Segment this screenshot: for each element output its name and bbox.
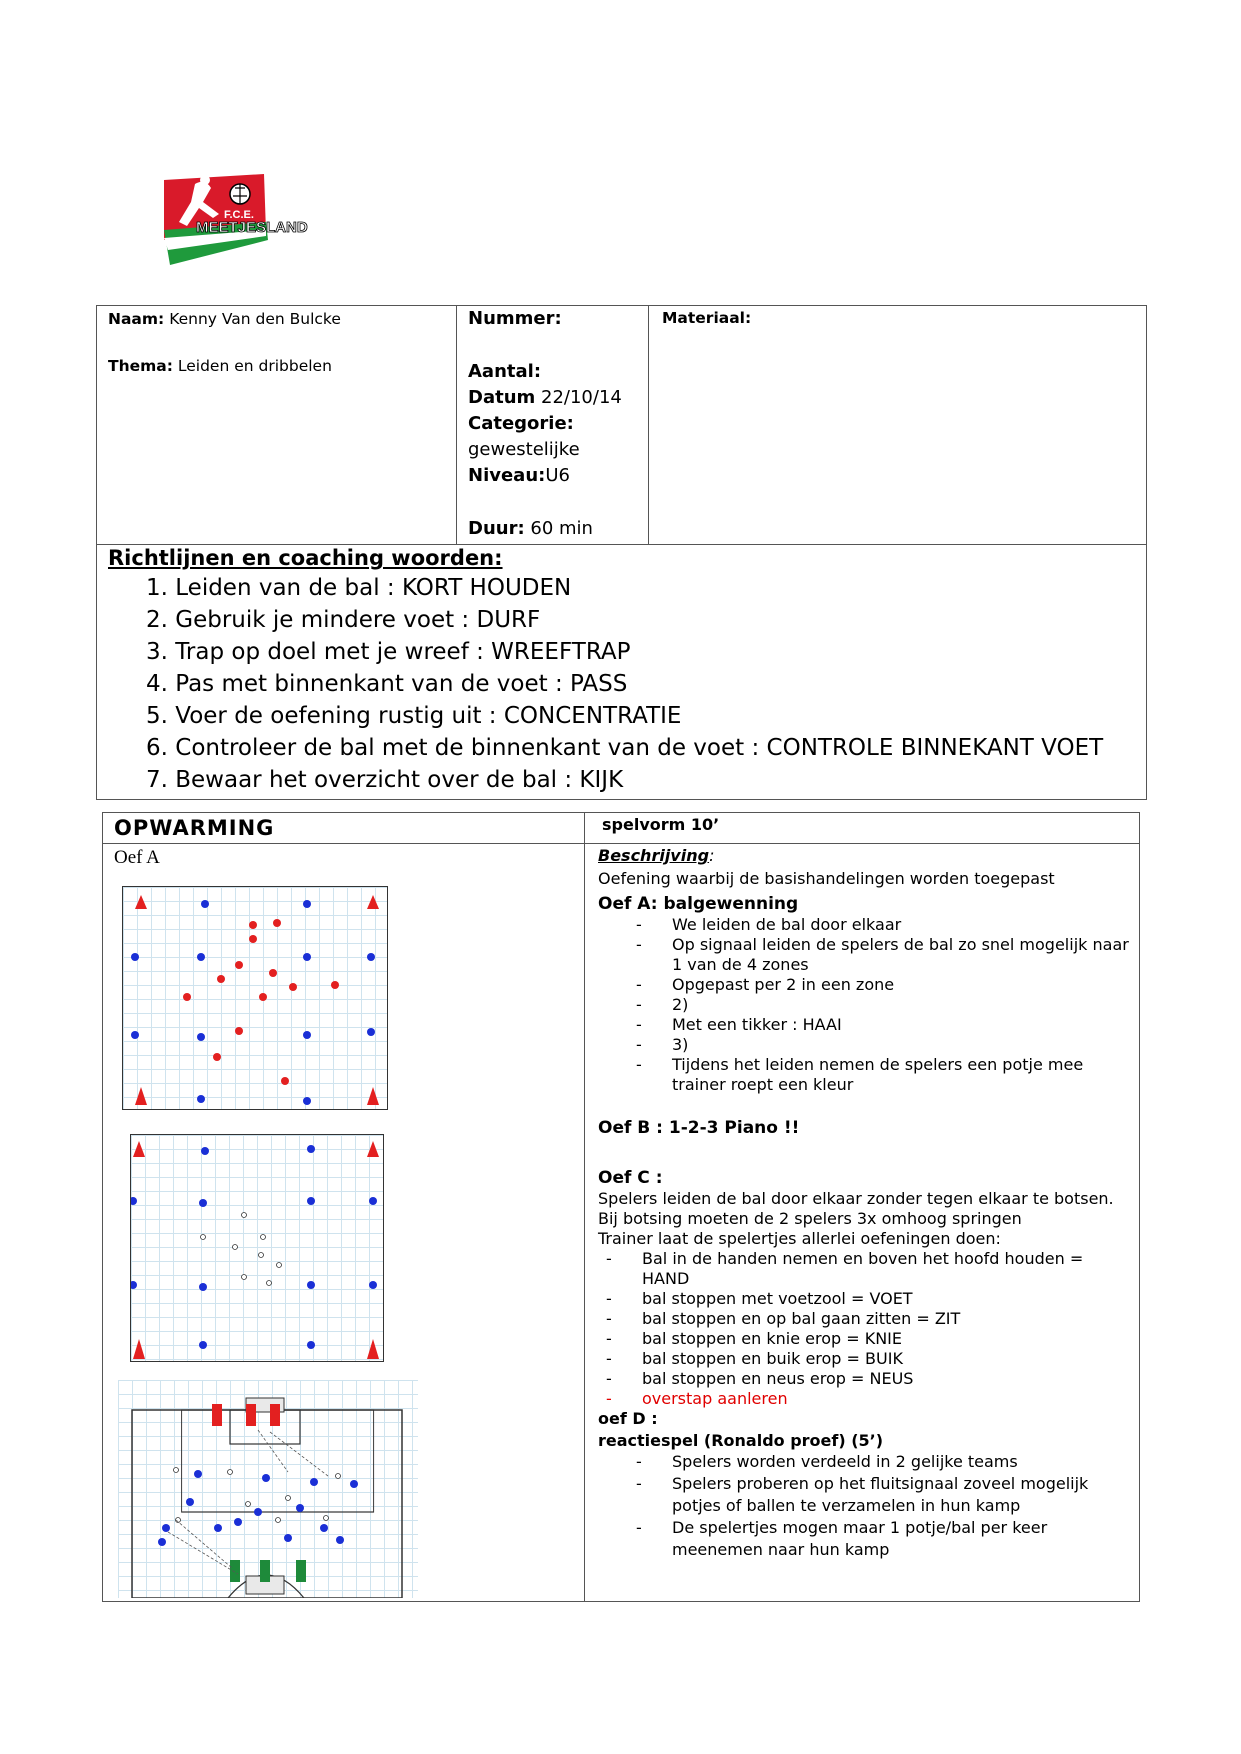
thema-value: Leiden en dribbelen	[177, 357, 332, 375]
spelvorm: spelvorm 10’	[602, 815, 720, 834]
aantal-line	[468, 359, 648, 385]
oef-a-list	[598, 915, 1133, 1095]
oef-c-title: Oef C :	[598, 1168, 663, 1188]
niveau-label: Niveau:	[468, 465, 546, 486]
oef-a-item: - 2)	[598, 995, 1133, 1015]
exercise-title: OPWARMING	[114, 816, 275, 840]
duur-line	[468, 516, 648, 542]
naam-value: Kenny Van den Bulcke	[169, 310, 341, 328]
oef-a-item: - We leiden de bal door elkaar	[598, 915, 1133, 935]
naam-line	[108, 308, 448, 330]
oef-c-item: - bal stoppen en op bal gaan zitten = ZIT	[598, 1309, 1133, 1329]
niveau-value: U6	[545, 465, 570, 486]
beschrijving-heading	[598, 846, 1133, 866]
oef-c-item: - bal stoppen en neus erop = NEUS	[598, 1369, 1133, 1389]
diagram-oef-b	[130, 1134, 384, 1362]
exercise-description	[598, 846, 1133, 1561]
oef-b-title: Oef B : 1-2-3 Piano !!	[598, 1118, 800, 1138]
club-logo	[160, 170, 310, 270]
oef-c-text: Bij botsing moeten de 2 spelers 3x omhoog springen	[598, 1209, 1022, 1228]
oef-c-item: - bal stoppen met voetzool = VOET	[598, 1289, 1133, 1309]
logo-abbr: F.C.E.	[224, 209, 254, 221]
oef-d-list	[598, 1451, 1133, 1561]
materiaal-line	[662, 307, 962, 329]
oef-d-item: - De spelertjes mogen maar 1 potje/bal per keer meenemen naar hun kamp	[598, 1517, 1133, 1561]
guideline-item: 6. Controleer de bal met de binnenkant van de voet : CONTROLE BINNEKANT VOET	[146, 735, 1104, 761]
materiaal-label: Materiaal:	[662, 309, 752, 327]
oef-a-item: - Met een tikker : HAAI	[598, 1015, 1133, 1035]
guideline-item: 3. Trap op doel met je wreef : WREEFTRAP	[146, 639, 631, 665]
categorie-line	[468, 411, 648, 437]
beschrijving-label: Beschrijving	[598, 846, 710, 865]
oef-c-text: Spelers leiden de bal door elkaar zonder tegen elkaar te botsen.	[598, 1189, 1114, 1208]
beschrijving-colon: :	[709, 846, 715, 865]
oef-a-item: - 3)	[598, 1035, 1133, 1055]
aantal-label: Aantal:	[468, 361, 542, 382]
nummer-label: Nummer:	[468, 308, 562, 329]
guideline-item: 5. Voer de oefening rustig uit : CONCENTRATIE	[146, 703, 682, 729]
oef-c-text: Trainer laat de spelertjes allerlei oefeningen doen:	[598, 1229, 1001, 1248]
datum-value: 22/10/14	[541, 387, 622, 408]
intro-text: Oefening waarbij de basishandelingen worden toegepast	[598, 869, 1055, 888]
oef-d-subtitle: reactiespel (Ronaldo proef) (5’)	[598, 1431, 884, 1450]
oef-d-item: - Spelers proberen op het fluitsignaal zoveel mogelijk potjes of ballen te verzamelen in hun kamp	[598, 1473, 1133, 1517]
guidelines-list	[108, 572, 1138, 796]
niveau-line	[468, 463, 648, 489]
diagram-oef-a	[122, 886, 388, 1110]
oef-a-title: Oef A: balgewenning	[598, 894, 799, 914]
guideline-item: 1. Leiden van de bal : KORT HOUDEN	[146, 575, 572, 601]
thema-line	[108, 355, 448, 377]
oef-c-item: - Bal in de handen nemen en boven het hoofd houden = HAND	[598, 1249, 1133, 1289]
oef-a-label: Oef A	[114, 847, 160, 868]
oef-d-item: - Spelers worden verdeeld in 2 gelijke teams	[598, 1451, 1133, 1473]
nummer-line	[468, 306, 648, 332]
oef-c-red-item: - overstap aanleren	[598, 1389, 1133, 1409]
categorie-value: gewestelijke	[468, 439, 580, 460]
naam-label: Naam:	[108, 310, 165, 328]
oef-a-item: - Op signaal leiden de spelers de bal zo snel mogelijk naar 1 van de 4 zones	[598, 935, 1133, 975]
datum-line	[468, 385, 648, 411]
oef-d-title: oef D :	[598, 1409, 658, 1428]
datum-label: Datum	[468, 387, 536, 408]
thema-label: Thema:	[108, 357, 173, 375]
oef-c-item: - bal stoppen en knie erop = KNIE	[598, 1329, 1133, 1349]
logo-name: MEETJESLAND	[196, 219, 308, 236]
diagram-oef-d	[118, 1380, 418, 1598]
oef-c-item: - bal stoppen en buik erop = BUIK	[598, 1349, 1133, 1369]
oef-a-item: - Tijdens het leiden nemen de spelers een potje mee trainer roept een kleur	[598, 1055, 1133, 1095]
guideline-item: 7. Bewaar het overzicht over de bal : KIJK	[146, 767, 624, 793]
oef-a-item: - Opgepast per 2 in een zone	[598, 975, 1133, 995]
duur-value: 60 min	[530, 518, 593, 539]
guidelines	[108, 544, 1138, 796]
guidelines-title: Richtlijnen en coaching woorden:	[108, 546, 503, 570]
guideline-item: 2. Gebruik je mindere voet : DURF	[146, 607, 541, 633]
categorie-label: Categorie:	[468, 413, 574, 434]
duur-label: Duur:	[468, 518, 525, 539]
oef-c-list	[598, 1249, 1133, 1409]
guideline-item: 4. Pas met binnenkant van de voet : PASS	[146, 671, 628, 697]
